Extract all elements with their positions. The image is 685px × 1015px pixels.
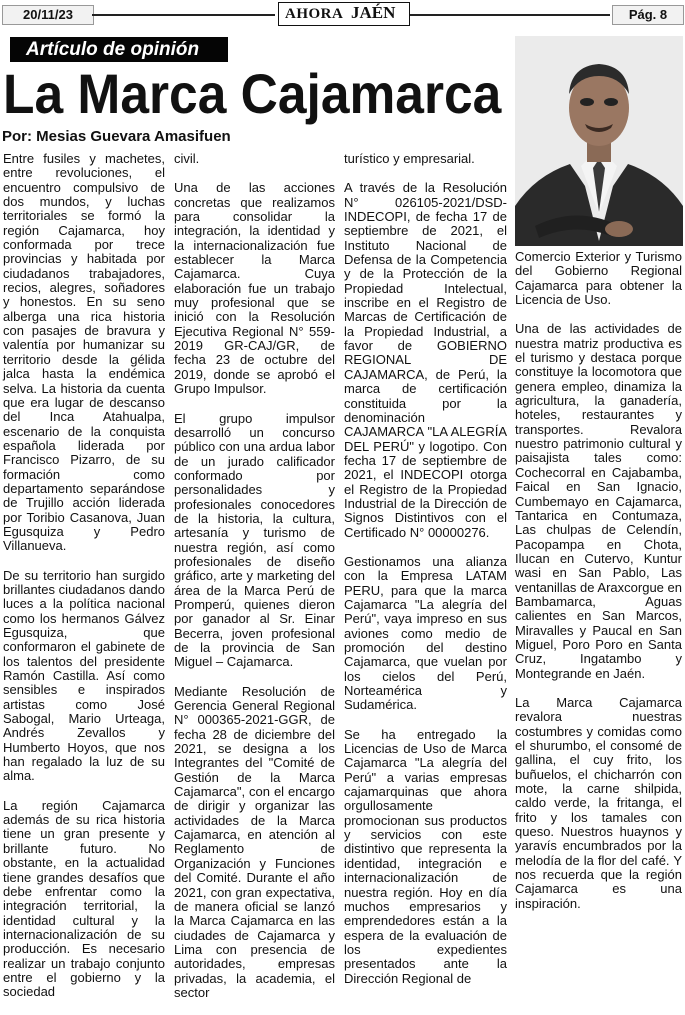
paragraph: turístico y empresarial. [344, 151, 475, 166]
newspaper-logo [278, 2, 410, 26]
header-rule-right [410, 14, 610, 16]
author-photo [515, 36, 683, 246]
paragraph: Se ha entregado la Licencias de Uso de Marca Cajamarca "La alegría del Perú" a varias empresas cajamarquinas que ahora orgullosamente promocionan sus productos y servicios con este distintivo que representa la identidad, integración e internacionalización de nuestra región. Hoy en día muchos empresarios y emprendedores están a la espera de la evaluación de los expedientes presentados ante la Dirección Regional de [344, 726, 507, 986]
paragraph: Gestionamos una alianza con la Empresa LATAM PERU, para que la marca Cajamarca "La alegría del Perú", vaya impreso en sus aviones como medio de promoción del destino Cajamarca, que vuelan por los cielos del Perú, Norteamérica y Sudamérica. [344, 553, 507, 713]
author-portrait-illustration [515, 36, 683, 246]
paragraph: Una de las acciones concretas que realizamos para consolidar la integración, la identidad y la internacionalización fue establecer la Marca Cajamarca. Cuya elaboración fue un trabajo muy profesional que se inició con la Resolución Ejecutiva Regional N° 559-2019 GR-CAJ/GR, de fecha 23 de octubre del 2019, donde se aprobó el Grupo Impulsor. [174, 180, 335, 397]
logo-jaen: JAÉN [351, 3, 396, 22]
issue-date: 20/11/23 [2, 5, 94, 25]
article-column-4 [515, 250, 682, 926]
paragraph: El grupo impulsor desarrolló un concurso público con una ardua labor de un jurado calificador conformado por personalidades y profesionales conocedores de la historia, la cultura, artesanía y turismo de nuestra región, así como profesionales de diseño gráfico, arte y marketing del área de la Marca Perú de Promperú, quienes dieron por ganador al Sr. Einar Becerra, joven profesional de la provincia de San Miguel – Cajamarca. [174, 410, 335, 670]
paragraph: A través de la Resolución N° 026105-2021/DSD-INDECOPI, de fecha 17 de septiembre de 2021, el Instituto Nacional de Defensa de la Competencia y de la Protección de la Propiedad Intelectual, inscribe en el Registro de Marcas de Certificación de la Propiedad Industrial, a favor de GOBIERNO REGIONAL DE CAJAMARCA, de Perú, la marca de certificación constituida por la denominación CAJAMARCA "LA ALEGRÍA DEL PERÚ" y logotipo. Con fecha 17 de septiembre de 2021, el INDECOPI otorga el Registro de la Propiedad Industrial de la Dirección de Signos Distintivos con el Certificado N° 00000276. [344, 180, 507, 540]
paragraph: De su territorio han surgido brillantes ciudadanos dando luces a la política nacional como los hermanos Gálvez Egusquiza, que conformaron el gabinete de los talentos del presidente Ramón Castilla. Así como sensibles e inspirados artistas como José Sabogal, Mario Urteaga, Andrés Zevallos y Humberto Hoyos, que nos han regalado la luz de su alma. [3, 567, 165, 784]
paragraph: Mediante Resolución de Gerencia General Regional N° 000365-2021-GGR, de fecha 28 de diciembre del 2021, se designa a los Integrantes del "Comité de Gestión de la Marca Cajamarca", con el encargo de dirigir y organizar las actividades de la Marca Cajamarca, en atención al Reglamento de Organización y Funciones del Comité. Durante el año 2021, con gran expectativa, de manera oficial se lanzó la Marca Cajamarca en las ciudades de Cajamarca y Lima con presencia de autoridades, empresas privadas, la academia, el sector [174, 683, 335, 1000]
article-column-1 [3, 152, 165, 1015]
article-title: La Marca Cajamarca [3, 62, 502, 125]
logo-ahora: AHORA [285, 6, 344, 22]
paragraph: Entre fusiles y machetes, entre revoluciones, el encuentro compulsivo de dos mundos, y luchas territoriales se formó la región Cajamarca, hoy conformada por trece provincias y habitada por ciudadanos trabajadores, recios, alegres, soñadores y honestos. En su seno alberga una rica historia con pasajes de bravura y valentía por humanizar su territorio desde la gélida jalca hasta la endémica selva. La historia da cuenta que era lugar de descanso del Inca Atahualpa, escenario de la conquista española liderada por Francisco Pizarro, de su formación como departamento separándose de Trujillo acción liderada por Toribio Casanova, Juan Egusquiza y Pedro Villanueva. [3, 151, 165, 554]
header-rule-left [92, 14, 275, 16]
paragraph: civil. [174, 151, 200, 166]
article-column-3 [344, 152, 507, 1001]
article-byline: Por: Mesias Guevara Amasifuen [2, 128, 231, 145]
page-header [0, 0, 685, 24]
page-number: Pág. 8 [612, 5, 684, 25]
paragraph: La Marca Cajamarca revalora nuestras costumbres y comidas como el shurumbo, el consomé de gallina, el cuy frito, los buñuelos, el chicharrón con mote, la carne shilpida, caldo verde, la fritanga, el frito y los tamales con queso. Nuestros huaynos y yaravís encumbrados por la melodía de la flor del café. Y nos recuerda que la región Cajamarca es una inspiración. [515, 694, 682, 911]
paragraph: Comercio Exterior y Turismo del Gobierno Regional Cajamarca para obtener la Licencia de Uso. [515, 249, 682, 308]
paragraph: La región Cajamarca además de su rica historia tiene un gran presente y brillante futuro. No obstante, en la actualidad tiene grandes desafíos que debe enfrentar como la integración territorial, la identidad cultural y la internacionalización de su producción. Es necesario realizar un trabajo conjunto entre el gobierno y la sociedad [3, 797, 165, 1000]
section-banner: Artículo de opinión [10, 37, 228, 62]
paragraph: Una de las actividades de nuestra matriz productiva es el turismo y destaca porque constituye la locomotora que genera empleo, dinamiza la agricultura, la ganadería, hoteles, restaurantes y transportes. Revalora nuestro patrimonio cultural y paisajista tales como: Cochecorral en Cajabamba, Faical en San Ignacio, Cumbemayo en Cajamarca, Tantarica en Contumaza, Las chulpas de Celendín, Pacopampa en Chota, Ilucan en Cutervo, Kuntur wasi en San Pablo, Las ventanillas de Araxcorgue en Bambamarca, Aguas calientes en San Marcos, Miravalles y Paucal en San Miguel, Poro Poro en Santa Cruz, Ingatambo y Montegrande en Jaén. [515, 321, 682, 681]
article-column-2 [174, 152, 335, 1015]
